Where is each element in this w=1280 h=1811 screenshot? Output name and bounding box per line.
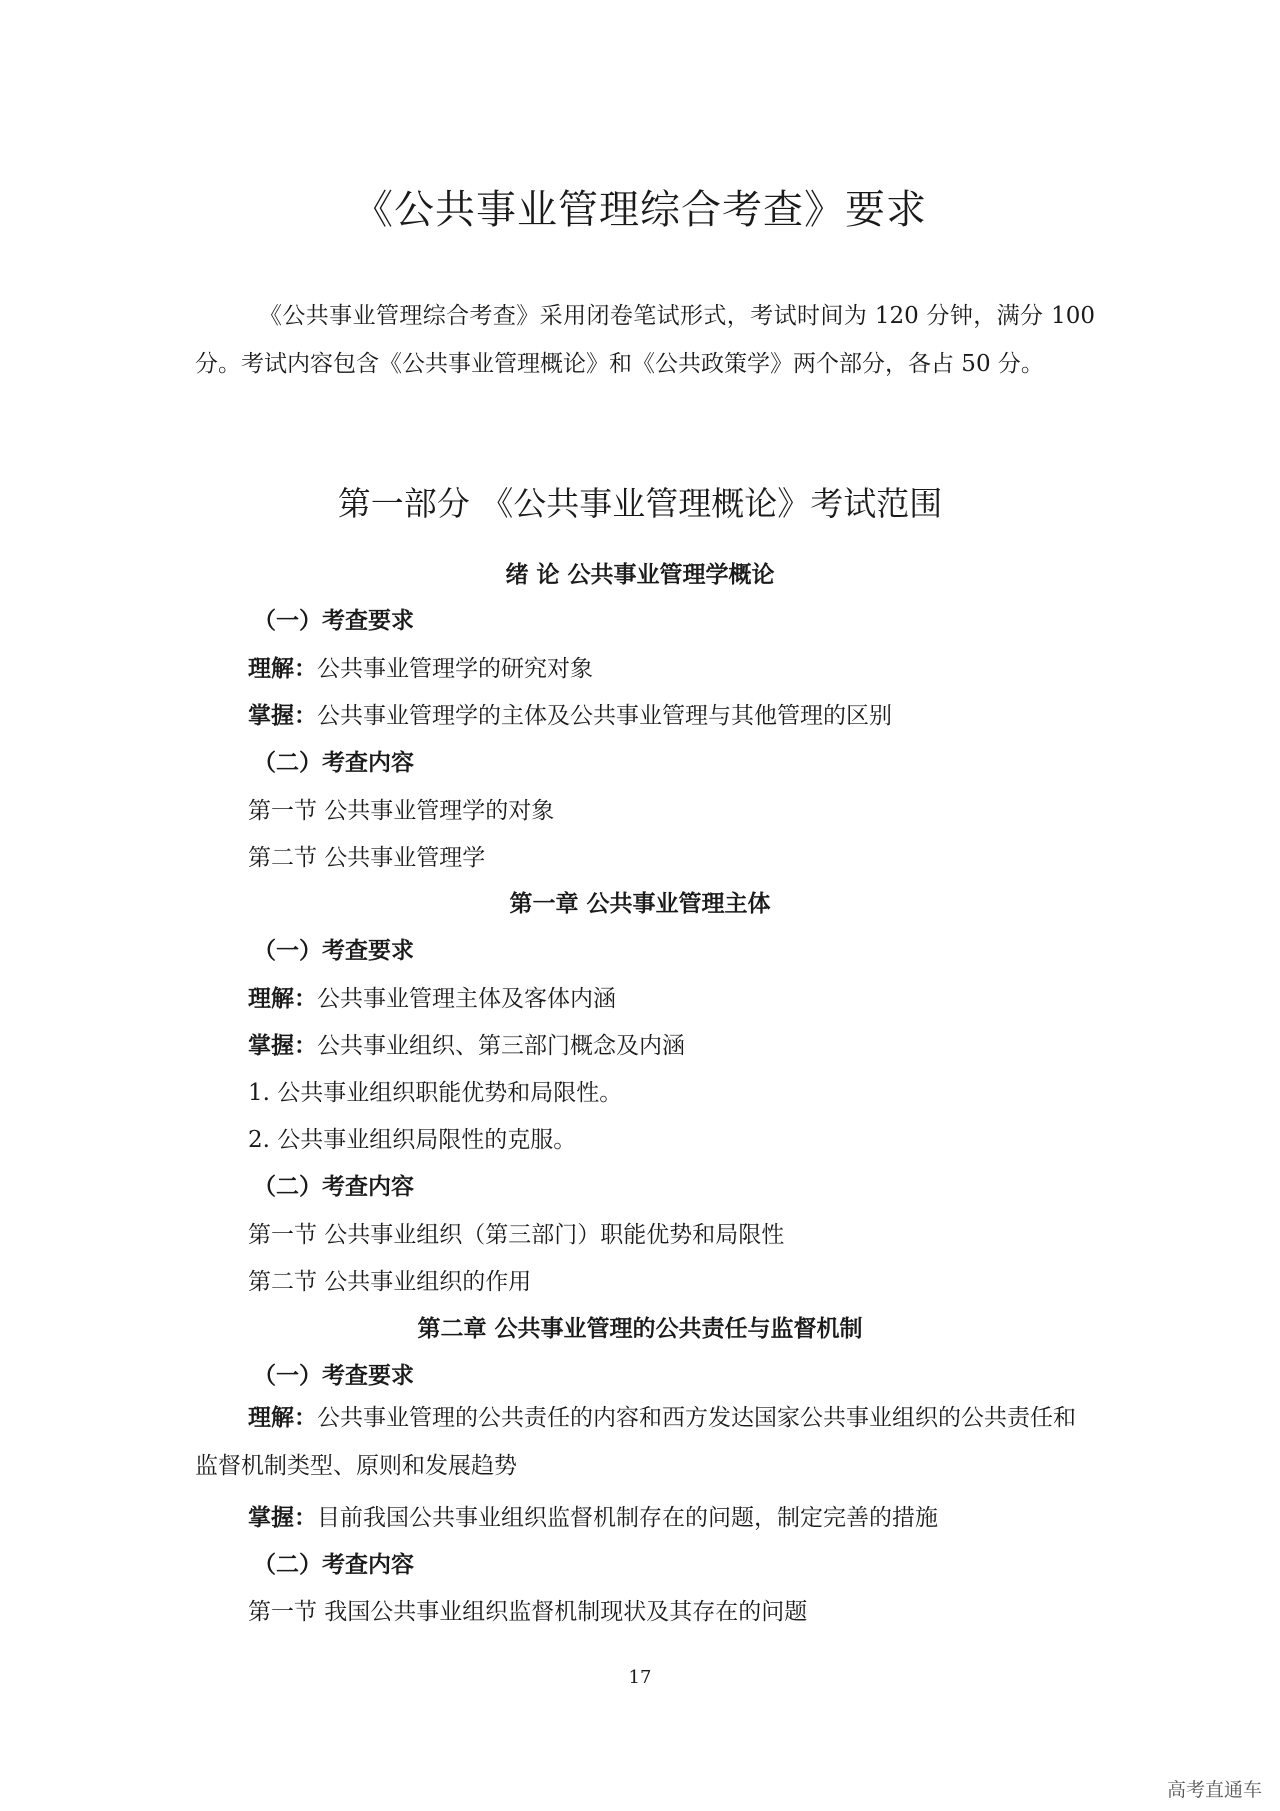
chapter-title-2: 第二章 公共事业管理的公共责任与监督机制 (417, 1315, 863, 1342)
section-item: 第一节 公共事业组织（第三部门）职能优势和局限性 (248, 1222, 785, 1248)
master-label: 掌握： (248, 1504, 317, 1531)
page-title: 《公共事业管理综合考查》要求 (353, 187, 927, 233)
chapter-title-1: 第一章 公共事业管理主体 (509, 890, 771, 917)
intro-paragraph: 《公共事业管理综合考查》采用闭卷笔试形式，考试时间为 120 分钟，满分 100 分。考试内容包含《公共事业管理概论》和《公共政策学》两个部分，各占 50 分。 (195, 303, 1095, 377)
part-title: 第一部分 《公共事业管理概论》考试范围 (337, 484, 943, 523)
master-label: 掌握： (248, 1032, 317, 1059)
understand-line (248, 980, 616, 1013)
page-number: 17 (628, 1667, 652, 1688)
section-heading-requirements: （一）考查要求 (253, 1362, 414, 1389)
master-line (248, 1499, 938, 1532)
master-line (248, 1027, 685, 1060)
point-item: 2. 公共事业组织局限性的克服。 (248, 1127, 577, 1153)
section-item: 第一节 我国公共事业组织监督机制现状及其存在的问题 (248, 1599, 808, 1625)
understand-text: 公共事业管理的公共责任的内容和西方发达国家公共事业组织的公共责任和监督机制类型、原则和发展趋势 (195, 1405, 1076, 1479)
master-label: 掌握： (248, 702, 317, 729)
section-item: 第一节 公共事业管理学的对象 (248, 798, 555, 824)
section-item: 第二节 公共事业组织的作用 (248, 1269, 532, 1295)
understand-label: 理解： (248, 1404, 317, 1431)
understand-line (248, 650, 593, 683)
section-item: 第二节 公共事业管理学 (248, 845, 486, 871)
section-heading-requirements: （一）考查要求 (253, 937, 414, 964)
understand-label: 理解： (248, 655, 317, 682)
watermark-text: 高考直通车 (1166, 1779, 1262, 1801)
point-item: 1. 公共事业组织职能优势和局限性。 (248, 1080, 623, 1106)
understand-label: 理解： (248, 985, 317, 1012)
understand-text: 公共事业管理主体及客体内涵 (317, 986, 616, 1012)
section-heading-content: （二）考查内容 (253, 749, 414, 776)
chapter-title-intro: 绪 论 公共事业管理学概论 (505, 561, 775, 588)
section-heading-requirements: （一）考查要求 (253, 607, 414, 634)
master-line (248, 697, 892, 730)
master-text: 公共事业组织、第三部门概念及内涵 (317, 1033, 685, 1059)
section-heading-content: （二）考查内容 (253, 1173, 414, 1200)
section-heading-content: （二）考查内容 (253, 1551, 414, 1578)
master-text: 目前我国公共事业组织监督机制存在的问题，制定完善的措施 (317, 1505, 938, 1531)
understand-line (195, 1394, 1095, 1490)
understand-text: 公共事业管理学的研究对象 (317, 656, 593, 682)
master-text: 公共事业管理学的主体及公共事业管理与其他管理的区别 (317, 703, 892, 729)
